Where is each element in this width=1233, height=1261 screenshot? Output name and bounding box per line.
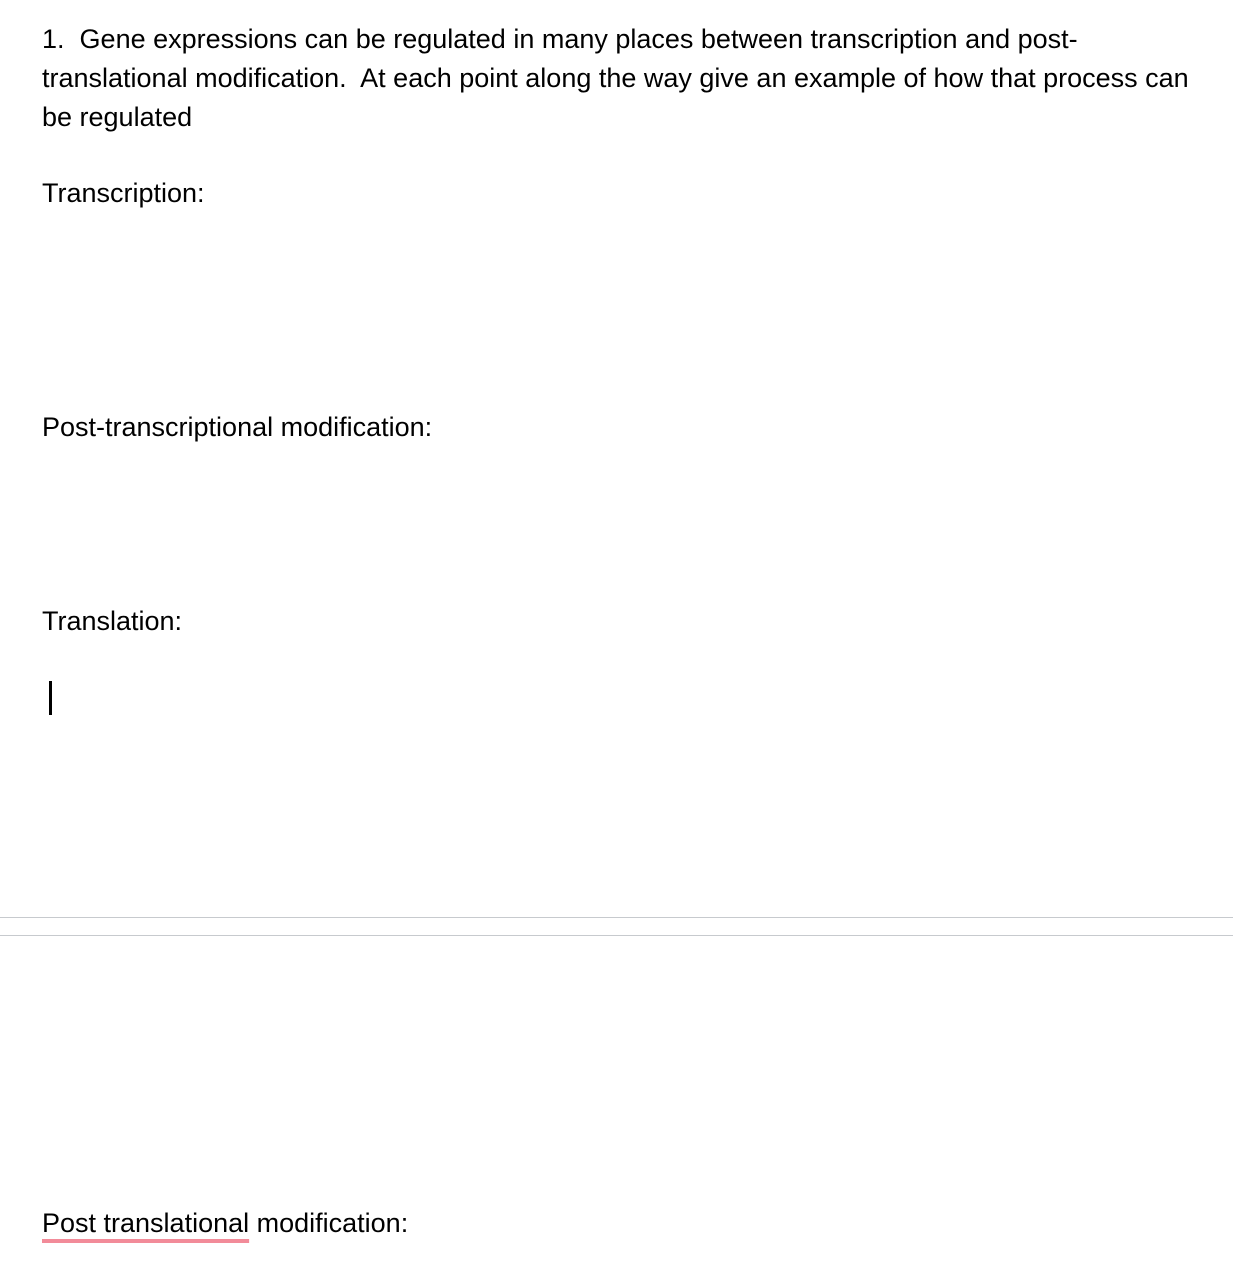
question-text: Gene expressions can be regulated in many places between transcription and post-translational modification. At each point along the way give an example of how that process can be regulated xyxy=(42,24,1197,132)
heading-transcription[interactable]: Transcription: xyxy=(42,178,205,208)
spellcheck-flagged-text[interactable]: Post translational xyxy=(42,1208,250,1238)
question-number: 1. xyxy=(42,24,65,54)
document-page-2[interactable] xyxy=(0,936,1233,1261)
heading-translation[interactable]: Translation: xyxy=(42,606,183,636)
heading-post-transcriptional-modification[interactable]: Post-transcriptional modification: xyxy=(42,412,433,442)
page-1-bottom-edge xyxy=(0,917,1233,918)
question-1[interactable] xyxy=(42,20,1212,137)
heading-post-translational-rest: modification: xyxy=(249,1208,409,1238)
text-cursor xyxy=(49,681,52,715)
page-break xyxy=(0,918,1233,936)
heading-post-translational-modification[interactable] xyxy=(42,1204,408,1243)
